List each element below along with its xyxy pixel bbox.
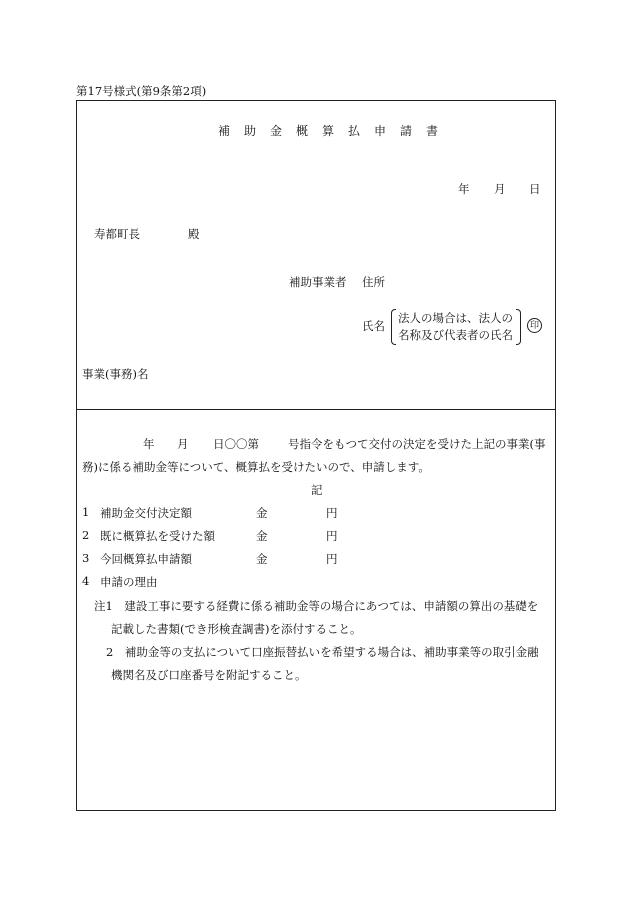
project-label: 事業(事務)名 <box>82 367 149 381</box>
name-note-line1: 法人の場合は、法人の <box>398 311 513 325</box>
item-number: 1 <box>82 505 90 519</box>
note1-line2: 記載した書類(でき形検査調書)を添付すること。 <box>111 622 362 636</box>
addressee-honorific: 殿 <box>188 227 200 241</box>
item-number: 4 <box>82 574 90 588</box>
note-bracket-right <box>516 309 521 345</box>
item-label: 申請の理由 <box>100 575 158 589</box>
applicant-name-label: 氏名 <box>362 319 385 333</box>
form-number: 第17号様式(第9条第2項) <box>76 84 207 98</box>
section-divider <box>76 409 556 410</box>
note2-line1: 2 補助金等の支払について口座振替払いを希望する場合は、補助事業等の取引金融 <box>106 645 539 659</box>
item-yen: 円 <box>326 529 338 543</box>
applicant-address-label: 住所 <box>362 275 385 289</box>
body-month: 月 <box>177 437 189 451</box>
addressee-name: 寿都町長 <box>94 227 140 241</box>
body-year: 年 <box>143 437 155 451</box>
note2-line2: 機関名及び口座番号を附記すること。 <box>111 668 307 682</box>
item-label: 既に概算払を受けた額 <box>100 529 215 543</box>
applicant-label: 補助事業者 <box>289 275 347 289</box>
body-line2: 務)に係る補助金等について、概算払を受けたいので、申請します。 <box>82 460 430 474</box>
form-frame <box>76 100 556 811</box>
item-kin: 金 <box>256 506 268 520</box>
body-line1-rest: 号指令をもつて交付の決定を受けた上記の事業(事 <box>288 437 546 451</box>
item-kin: 金 <box>256 529 268 543</box>
name-note-line2: 名称及び代表者の氏名 <box>398 328 513 342</box>
item-label: 補助金交付決定額 <box>100 506 192 520</box>
date-month: 月 <box>494 182 506 196</box>
form-title: 補助金概算払申請書 <box>218 124 453 138</box>
item-kin: 金 <box>256 552 268 566</box>
item-yen: 円 <box>326 552 338 566</box>
item-number: 2 <box>82 528 90 542</box>
body-day-no: 日〇〇第 <box>213 437 259 451</box>
date-day: 日 <box>529 182 541 196</box>
item-yen: 円 <box>326 506 338 520</box>
note-bracket-left <box>391 309 396 345</box>
item-label: 今回概算払申請額 <box>100 552 192 566</box>
date-year: 年 <box>458 182 470 196</box>
note1-line1: 注1 建設工事に要する経費に係る補助金等の場合にあつては、申請額の算出の基礎を <box>94 599 539 613</box>
seal-icon: 印 <box>527 318 542 333</box>
ki-heading: 記 <box>311 483 323 497</box>
item-number: 3 <box>82 551 90 565</box>
